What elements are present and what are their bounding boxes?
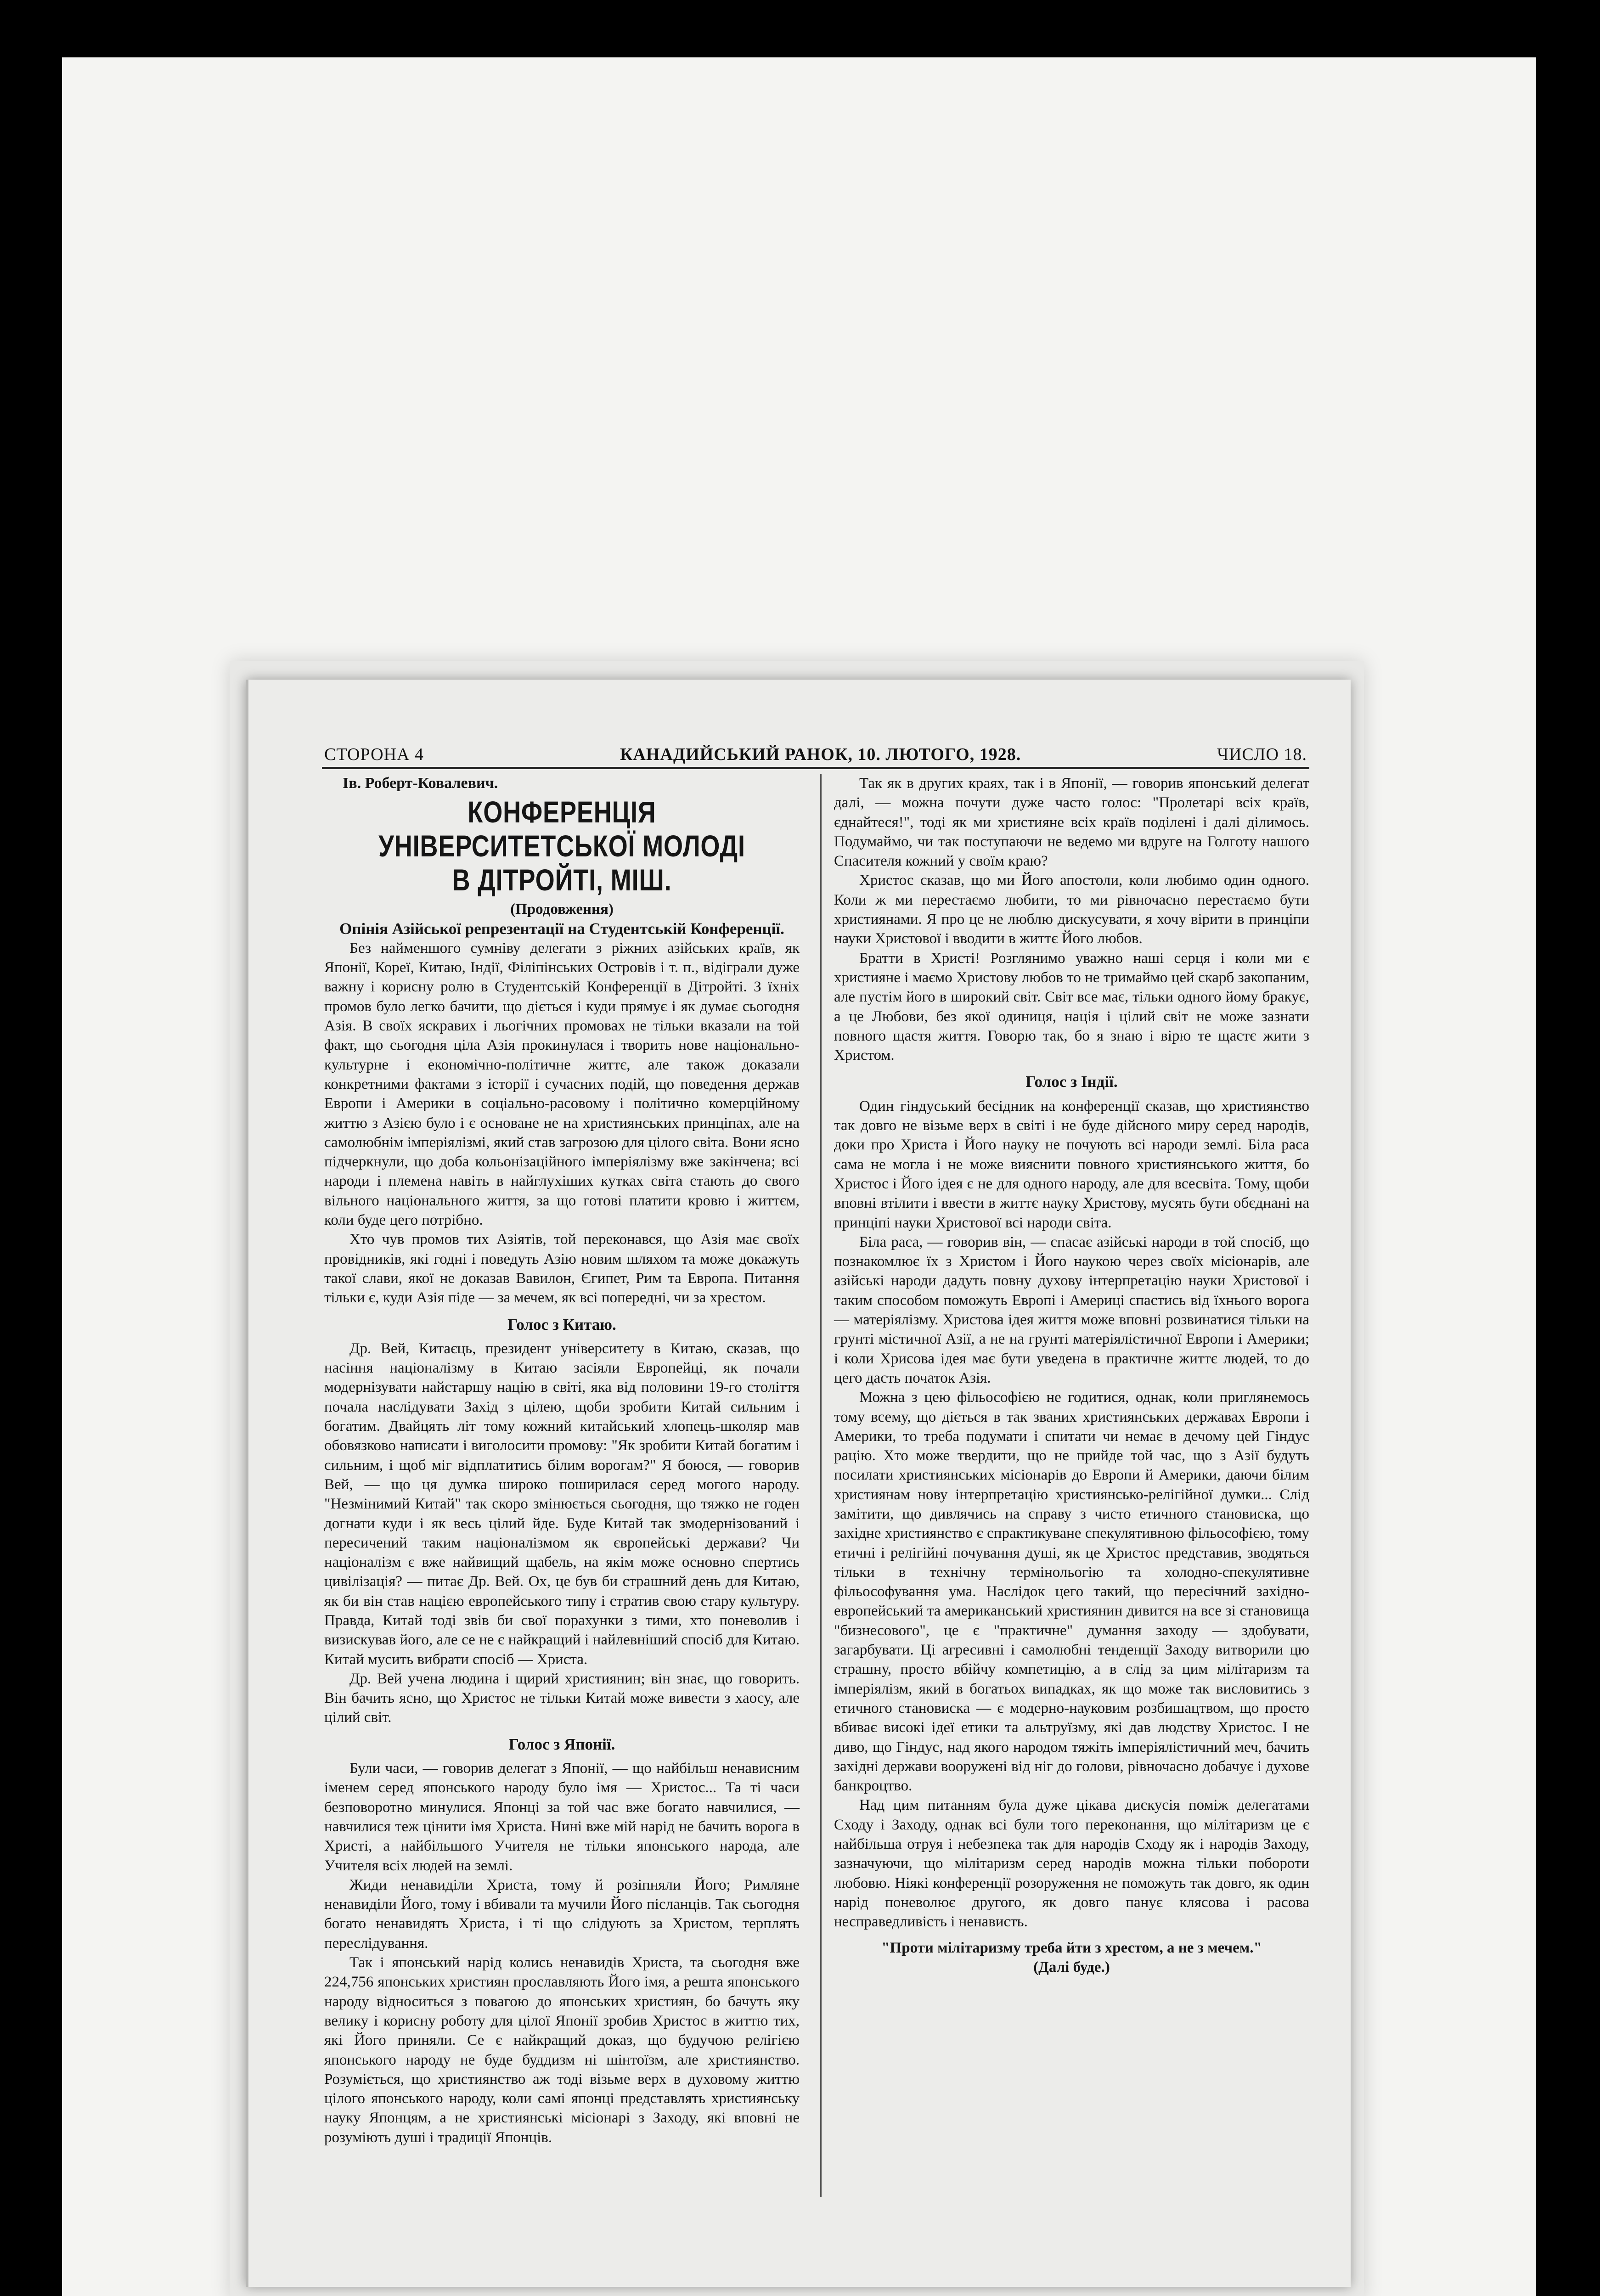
right-column — [834, 774, 1309, 1977]
left-column — [324, 774, 800, 2147]
article-author: Iв. Роберт-Ковалевич. — [343, 775, 498, 792]
body-paragraph: Хто чув промов тих Азіятів, той переконався, що Азія має своїх провідників, які годні і поведуть Азію новим шляхом та може докажуть такої слави, якої не доказав Вавилон, Єгипет, Рим та Европа. Питання тільки є, куди Азія піде — за мечем, як всі попередні, чи за хрестом. — [324, 1231, 800, 1306]
headline-line-1: КОНФЕРЕНЦІЯ УНІВЕРСИТЕТСЬКОЇ МОЛОДІ — [378, 795, 745, 863]
newspaper-title-date: КАНАДИЙСЬКИЙ РАНОК, 10. ЛЮТОГО, 1928. — [620, 745, 1021, 764]
body-paragraph: Без найменшого сумніву делегати з ріжних азійських країв, як Японії, Кореї, Китаю, Індії, Філіпінських Островів і т. п., відіграли дуже важну і корисну ролю в Студентській Конференції в Дітройті. З їхніх промов було легко бачити, що діється і куди прямує і як думає сьогодня Азія. В своїх яскравих і льогічних промовах не тільки вказали на той факт, що сьогодня ціла Азія прокинулася і творить нове національно-культурне і економічно-політичне життє, але також доказали конкретними фактами з історії і сучасних подій, що поведення держав Европи і Америки в соціально-расовому і політично комерційному життю з Азією було і є основане не на християнських принціпах, але на самолюбнім імперіялізмі, який став загрозою для цілого світа. Вони ясно підчеркнули, що добa кольонізаційного імперіялізму вже закінчена; всі народи і племена навіть в найглухіших кутках світа стають до свого вільного національного життя, за що готові платити кровю і життєм, коли буде цего потрібно. — [324, 940, 800, 1229]
body-paragraph: Біла раса, — говорив він, — спасає азійські народи в той спосіб, що познакомлює їх з Христом і Його наукою через своїх місіонарів, але азійські народи дадуть повну духову інтерпретацію науки Христової і таким способом поможуть Европі і Америці спастись від їхнього ворога — матеріялізму. Христова ідея життя може вповні розвинатися тільки на грунті містичної Азії, а не на грунті матеріялістичної Европи і Америки; і коли Хрисова ідея має бути уведена в практичне життє людей, то до цего дасть початок Азія. — [834, 1233, 1309, 1386]
issue-number: ЧИСЛО 18. — [1217, 745, 1307, 764]
to-be-continued: (Далі буде.) — [1033, 1958, 1110, 1975]
headline-line-2: В ДІТРОЙТІ, МІШ. — [452, 863, 672, 897]
body-paragraph: Христос сказав, що ми Його апостоли, коли любимо один одного. Коли ж ми перестаємо любити, то ми рівночасно перестаємо бути християнами. Я про це не люблю дискусувати, я хочу вірити в принціпи науки Христової і вводити в життє Його любов. — [834, 872, 1309, 947]
closing-quote: "Проти мілітаризму треба йти з хрестом, а не з мечем." — [881, 1939, 1262, 1956]
body-paragraph: Один гіндуський бесідник на конференції сказав, що християнство так довго не візьме верх в світі і не буде дійсного миру серед народів, доки про Христа і Його науку не почують всі народи землі. Біла раса сама не могла і не може вияснити повного християнського життя, бо Христос і Його ідея є не для одного народу, але для всесвіта. Тому, щоби вповні втілити і ввести в життє науку Христову, мусять бути обєднані на принціпі науки Христової всі народи світа. — [834, 1097, 1309, 1231]
body-paragraph: Над цим питанням була дуже цікава дискусія поміж делегатами Сходу і Заходу, однак всі були того переконання, що мілітаризм це є найбільша отруя і небезпека так для народів Сходу як і народів Заходу, зазначуючи, що мілітаризм серед народів можна тільки побороти любовю. Ніякі конференції розоруження не поможуть так довго, як один нарід поневолює другого, як довго панує клясова і расова несправедливість і ненависть. — [834, 1797, 1309, 1930]
section-heading-india: Голос з Індії. — [1025, 1073, 1118, 1091]
page-header — [324, 737, 1307, 765]
header-rule — [322, 767, 1309, 769]
body-paragraph: Братти в Христі! Розглянимо уважно наші серця і коли ми є християне і маємо Христову любов то не тримаймо цей скарб закопаним, але пустім його в широкий світ. Світ все має, тільки одного йому бракує, а це Любови, без якої одиниця, нація і цілий світ не може зазнати повного щастя життя. Говорю так, бо я знаю і вірю те щастє жити з Христом. — [834, 950, 1309, 1064]
body-paragraph: Др. Вей учена людина і щирий християнин; він знає, що говорить. Він бачить ясно, що Христос не тільки Китай може вивести з хаосу, але цілий світ. — [324, 1670, 800, 1726]
body-paragraph: Так і японський нарід колись ненавидів Христа, та сьогодня вже 224,756 японських християн прославляють Його імя, а решта японського народу відноситься з повагою до японських християн, бо бачуть яку велику і корисну роботу для цілої Японії зробив Христос в життю тих, які Його приняли. Се є найкращий доказ, що будучою релігією японського народу не буде буддизм ні шінтоїзм, але християнство. Розуміється, що християнство аж тоді візьме верх в духовому життю цілого японського народу, коли самі японці представлять християнську науку Японцям, а не християнські місіонарі з Заходу, які вповні не розуміють душі і традиції Японців. — [324, 1954, 800, 2146]
continued-label: (Продовження) — [510, 901, 614, 918]
section-heading-china: Голос з Китаю. — [507, 1315, 616, 1334]
column-divider — [820, 774, 822, 2197]
newspaper-page — [246, 680, 1351, 2287]
page-number: СТОРОНА 4 — [324, 745, 424, 764]
article-headline — [367, 795, 757, 897]
body-paragraph: Жиди ненавиділи Христа, тому й розіпняли Його; Римляне ненавиділи Його, тому і вбивали та мучили Його післанців. Так сьогодня богато ненавидять Христа, і ті що слідують за Христом, терплять переслідування. — [324, 1876, 800, 1952]
article-subtitle: Опінія Азійської репрезентації на Студентській Конференції. — [339, 919, 784, 938]
body-paragraph: Можна з цею фільософією не годитися, однак, коли приглянемось тому всему, що діється в так званих християнських державах Европи і Америки, то треба подумати і спитати чи немає в дечому цей Гіндус рацію. Хто може твердити, що не прийде той час, що з Азії будуть посилати християнських місіонарів до Европи й Америки, даючи білим християнам нову інтерпретацію християнсько-релігійної думки... Слід замітити, що дивлячись на справу з чисто етичного становиска, що західне християнство є спрактикуване спекулятивною фільософією, тому етичні і релігійні почування душі, як це Христос представив, зводяться тільки в технічну термінольогію та холодно-спекулятивне фільософування ума. Наслідок цего такий, що пересічний західно-европейський та американський християнин дивится на все зі становища "бизнесового", це є "практичне" думання заходу — здобувати, загарбувати. Ці агресивні і самолюбні тенденції Заходу витворили цю страшну, просто вбійчу компетицію, а в слід за цим мілітаризм та імперіялізм, який в богатьох випадках, як що може так висловитись з етичного становиска — є модерно-науковим розбишацтвом, що просто вбиває високі ідеї етики та альтруїзму, які дав людству Христос. І не диво, що Гіндус, над якого народом тяжіть імперіялістичний меч, бачить західні держави вооружені від ніг до голови, рівночасно добачує і духове банкроцтво. — [834, 1389, 1309, 1795]
section-heading-japan: Голос з Японії. — [508, 1735, 615, 1753]
body-paragraph: Др. Вей, Китаєць, президент університету в Китаю, сказав, що насіння націоналізму в Китаю засіяли Европейці, як почали модернізувати найстаршу націю в світі, яка від половини 19-го століття почала наслідувати Захід з цілею, щоби зробити Китай сильним і богатим. Двайцять літ тому кожний китайський хлопець-школяр мав обовязково написати і виголосити промову: "Як зробити Китай богатим і сильним, і щоб міг відплатитись білим ворогам?" Я боюся, — говорив Вей, — що ця думка широко поширилася серед могого народу. "Незмінимий Китай" так скоро змінюється сьогодня, що тяжко не годен догнати куди і як весь цілий йде. Буде Китай так змодернізований і пересичений таким націоналізмом як європейські держави? Чи націоналізм є вже найвищий щабель, на якім може основно спертись цивілізація? — питає Др. Вей. Ох, це був би страшний день для Китаю, як би він став нацією европейського типу і стратив свою стару культуру. Правда, Китай тоді звів би свої порахунки з тими, хто поневолив і визискував його, але се не є найкращий і найлевніший спосіб для Китаю. Китай мусить вибрати спосіб — Христа. — [324, 1340, 800, 1668]
body-paragraph: Були часи, — говорив делегат з Японії, — що найбільш ненависним іменем серед японського народу було імя — Христос... Та ті часи безповоротно минулися. Японці за той час вже богато навчилися, — навчилися теж цінити імя Христа. Нині вже мій нарід не бачить ворога в Христі, а найбільшого Учителя не тільки японського народа, але Учителя всіх людей на землі. — [324, 1760, 800, 1874]
body-paragraph: Так як в других краях, так і в Японії, — говорив японський делегат далі, — можна почути дуже часто голос: "Пролетарі всіх країв, єднайтеся!", тоді як ми християне всіх країв поділені і далі ділимось. Подумаймо, чи так поступаючи не ведемо ми вдруге на Голготу нашого Спасителя кожний у своїм краю? — [834, 775, 1309, 870]
